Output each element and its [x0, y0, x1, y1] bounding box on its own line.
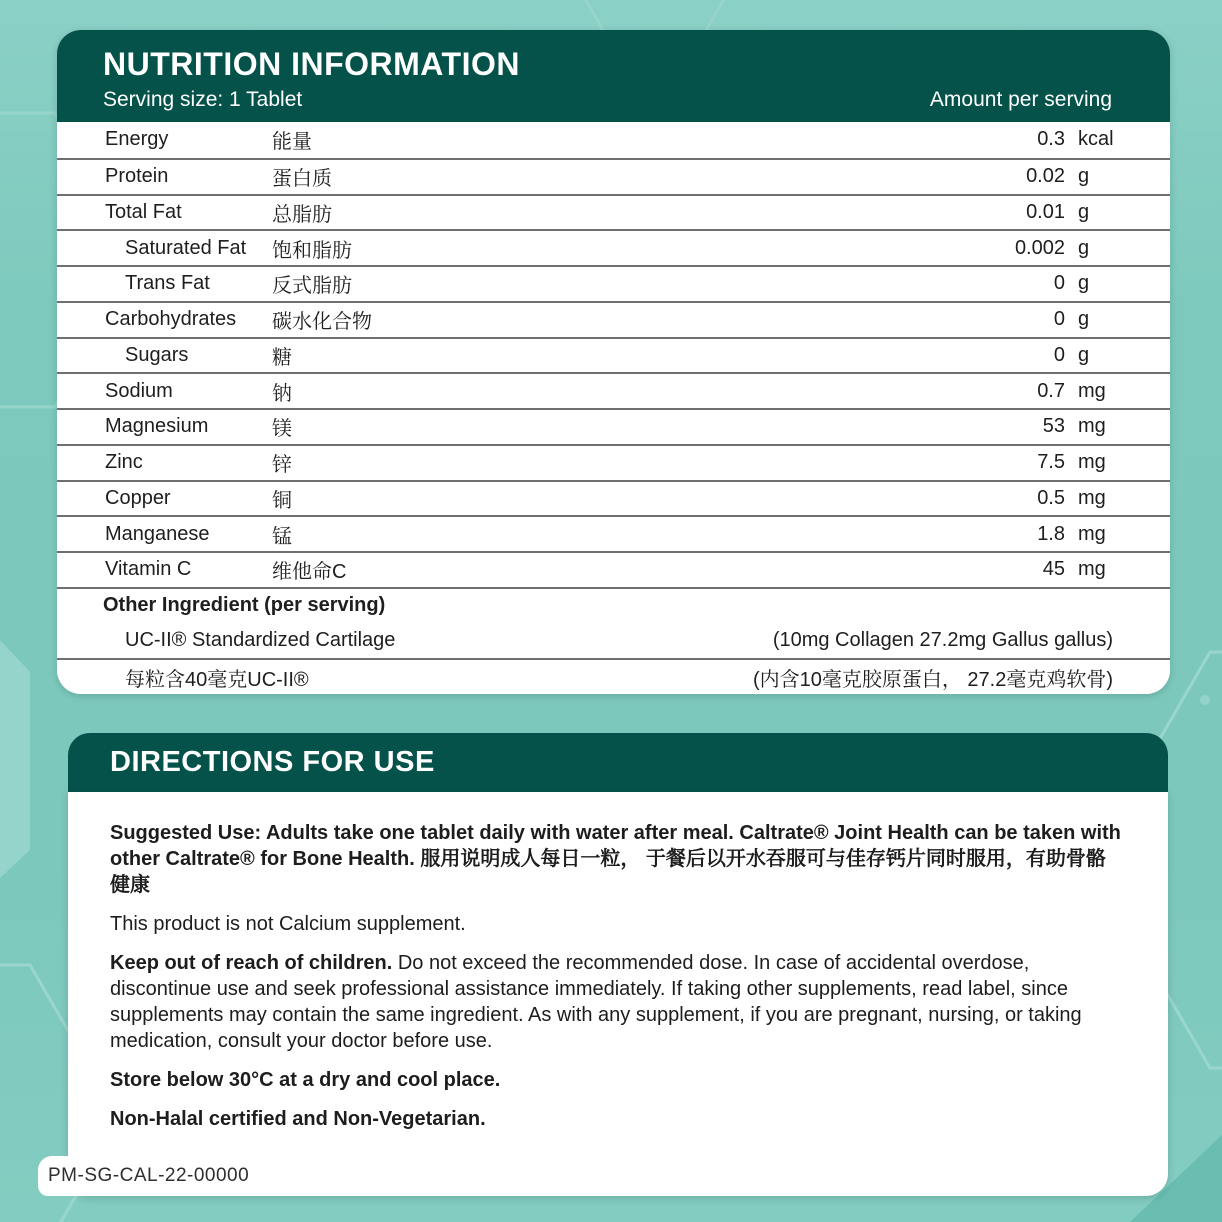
nutrient-name: Zinc — [105, 451, 143, 474]
nutrient-row — [57, 301, 1170, 337]
directions-header — [68, 733, 1168, 792]
nutrient-row — [57, 229, 1170, 265]
other-ingredient-rows — [57, 623, 1170, 695]
nutrient-unit: g — [1078, 308, 1090, 331]
nutrient-name: Carbohydrates — [105, 308, 237, 331]
serving-size-label: Serving size: 1 Tablet — [103, 88, 303, 111]
nutrient-row — [57, 515, 1170, 551]
nutrient-name: Manganese — [105, 522, 210, 545]
nutrient-unit: mg — [1078, 415, 1106, 438]
directions-panel — [68, 733, 1168, 1196]
nutrient-row — [57, 444, 1170, 480]
nutrient-row — [57, 372, 1170, 408]
directions-paragraph: This product is not Calcium supplement. — [110, 913, 466, 935]
nutrient-name-cn: 锰 — [272, 525, 292, 548]
nutrient-unit: mg — [1078, 558, 1106, 581]
directions-paragraph: Store below 30°C at a dry and cool place. — [110, 1069, 501, 1091]
nutrient-row — [57, 480, 1170, 516]
nutrient-name-cn: 反式脂肪 — [272, 275, 352, 298]
nutrient-name-cn: 能量 — [272, 131, 312, 154]
other-ingredient-name: UC-II® Standardized Cartilage — [125, 628, 396, 651]
other-ingredient-amount: (内含10毫克胶原蛋白， 27.2毫克鸡软骨) — [752, 668, 1113, 691]
nutrient-value: 0.02 — [1026, 165, 1065, 188]
nutrient-unit: mg — [1078, 379, 1106, 402]
nutrient-value: 1.8 — [1037, 522, 1065, 545]
nutrient-name: Protein — [105, 165, 169, 188]
nutrient-row — [57, 337, 1170, 373]
other-ingredient-name: 每粒含40毫克UC-II® — [125, 668, 309, 691]
nutrient-value: 53 — [1042, 415, 1065, 438]
other-ingredient-row — [57, 658, 1170, 694]
nutrient-unit: g — [1078, 343, 1090, 366]
nutrient-rows — [57, 122, 1170, 587]
nutrient-value: 0.5 — [1037, 486, 1065, 509]
directions-title: DIRECTIONS FOR USE — [110, 746, 435, 778]
nutrient-name: Trans Fat — [125, 272, 210, 295]
nutrient-unit: g — [1078, 165, 1090, 188]
other-ingredient-header: Other Ingredient (per serving) — [103, 594, 386, 617]
nutrition-title: NUTRITION INFORMATION — [103, 46, 520, 82]
nutrient-unit: mg — [1078, 522, 1106, 545]
nutrient-name: Energy — [105, 128, 169, 151]
nutrient-name: Saturated Fat — [125, 236, 247, 259]
nutrient-row — [57, 194, 1170, 230]
nutrient-unit: g — [1078, 236, 1090, 259]
nutrient-name-cn: 维他命C — [272, 561, 347, 584]
nutrient-name-cn: 糖 — [272, 346, 292, 369]
nutrient-value: 0 — [1053, 308, 1065, 331]
nutrient-unit: g — [1078, 200, 1090, 223]
nutrient-value: 7.5 — [1037, 451, 1065, 474]
nutrient-row — [57, 158, 1170, 194]
nutrient-value: 0.002 — [1014, 236, 1065, 259]
nutrient-name-cn: 钠 — [272, 382, 292, 405]
nutrition-table — [57, 122, 1170, 694]
amount-per-serving-label: Amount per serving — [929, 88, 1112, 111]
nutrient-name-cn: 锌 — [272, 454, 292, 477]
nutrition-header — [57, 30, 1170, 122]
nutrient-unit: kcal — [1078, 128, 1114, 151]
nutrient-value: 0.7 — [1037, 379, 1065, 402]
nutrient-name: Total Fat — [105, 200, 182, 223]
nutrient-name-cn: 铜 — [272, 489, 292, 512]
nutrient-value: 0.3 — [1037, 128, 1065, 151]
directions-paragraph: Suggested Use: Adults take one tablet daily with water after meal. Caltrate® Joint Health can be taken with other Caltrate® for Bone Health. 服用说明成人每日一粒， 于餐后以开水吞服可与佳存钙片同时服用，有助骨骼健康 — [110, 822, 1121, 896]
nutrient-row — [57, 265, 1170, 301]
nutrient-name: Sugars — [125, 343, 189, 366]
nutrient-value: 0 — [1053, 272, 1065, 295]
nutrition-subheader — [103, 88, 1142, 112]
nutrient-value: 45 — [1042, 558, 1065, 581]
other-ingredient-row — [57, 623, 1170, 659]
nutrient-name-cn: 镁 — [272, 418, 292, 441]
nutrient-name: Magnesium — [105, 415, 209, 438]
nutrient-name-cn: 碳水化合物 — [272, 311, 372, 334]
nutrient-name: Sodium — [105, 379, 173, 402]
nutrient-unit: g — [1078, 272, 1090, 295]
nutrient-row — [57, 551, 1170, 587]
product-code: PM-SG-CAL-22-00000 — [48, 1165, 250, 1186]
directions-paragraph: Keep out of reach of children. Do not exceed the recommended dose. In case of accidental overdose, discontinue use and seek professional assistance immediately. If taking other supplements, read label, since supplements may contain the same ingredient. As with any supplement, if you are pregnant, nursing, or taking medication, consult your doctor before use. — [110, 952, 1082, 1052]
nutrient-unit: mg — [1078, 486, 1106, 509]
nutrition-information-panel — [57, 30, 1170, 694]
other-ingredient-amount: (10mg Collagen 27.2mg Gallus gallus) — [772, 628, 1113, 651]
nutrient-row — [57, 408, 1170, 444]
nutrient-value: 0.01 — [1026, 200, 1065, 223]
directions-body — [68, 792, 1168, 1196]
nutrient-row — [57, 122, 1170, 158]
nutrient-name-cn: 饱和脂肪 — [272, 239, 352, 262]
directions-paragraph: Non-Halal certified and Non-Vegetarian. — [110, 1108, 486, 1130]
nutrient-name: Vitamin C — [105, 558, 192, 581]
other-ingredient-header-row — [57, 587, 1170, 623]
nutrient-name-cn: 蛋白质 — [272, 168, 332, 191]
nutrient-name: Copper — [105, 486, 171, 509]
nutrient-value: 0 — [1053, 343, 1065, 366]
footer-code-area — [38, 1156, 338, 1196]
nutrient-unit: mg — [1078, 451, 1106, 474]
nutrient-name-cn: 总脂肪 — [272, 203, 332, 226]
